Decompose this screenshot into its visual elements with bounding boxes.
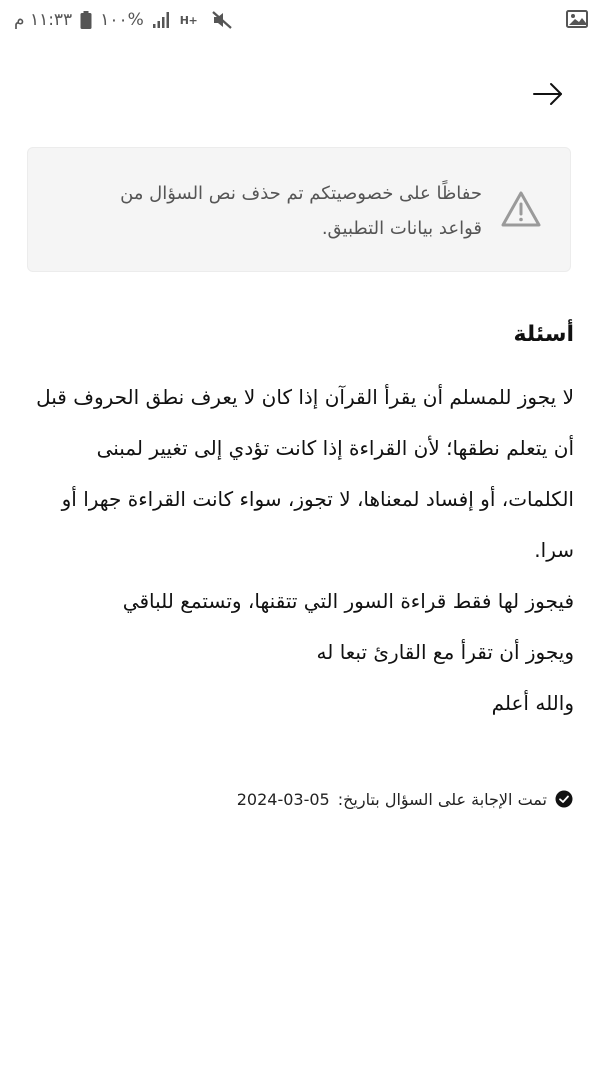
status-left-group	[14, 8, 233, 32]
answered-label: تمت الإجابة على السؤال بتاريخ:	[337, 789, 547, 809]
answered-date: 2024-03-05	[236, 789, 330, 809]
section-title: أسئلة	[513, 322, 574, 347]
mute-icon	[211, 10, 233, 30]
back-button[interactable]	[530, 76, 566, 112]
status-time: ١١:٣٣ م	[14, 10, 73, 30]
check-circle-icon	[555, 790, 573, 808]
top-navigation	[0, 70, 600, 116]
warning-triangle-icon	[500, 190, 542, 228]
arrow-right-icon	[532, 81, 564, 107]
battery-percent: ١٠٠%	[100, 10, 144, 30]
answer-content	[26, 310, 574, 729]
gallery-icon	[566, 9, 588, 29]
answer-line-2: ويجوز أن تقرأ مع القارئ تبعا له	[316, 640, 574, 664]
answered-status	[237, 784, 573, 814]
answer-closing: والله أعلم	[491, 691, 574, 715]
privacy-notice	[27, 147, 571, 272]
signal-icon	[152, 11, 172, 29]
answer-paragraph: لا يجوز للمسلم أن يقرأ القرآن إذا كان لا يعرف نطق الحروف قبل أن يتعلم نطقها؛ لأن القراءة إذا كانت تؤدي إلى تغيير لمبنى الكلمات، أو إفساد لمعناها، لا تجوز، سواء كانت القراءة جهرا أو سرا.	[36, 385, 574, 562]
privacy-notice-text: حفاظًا على خصوصيتكم تم حذف نص السؤال من قواعد بيانات التطبيق.	[120, 183, 482, 239]
battery-icon	[80, 11, 92, 29]
status-bar	[0, 0, 600, 40]
answer-line-1: فيجوز لها فقط قراءة السور التي تتقنها، وتستمع للباقي	[122, 589, 574, 613]
network-type: H+	[179, 13, 198, 27]
